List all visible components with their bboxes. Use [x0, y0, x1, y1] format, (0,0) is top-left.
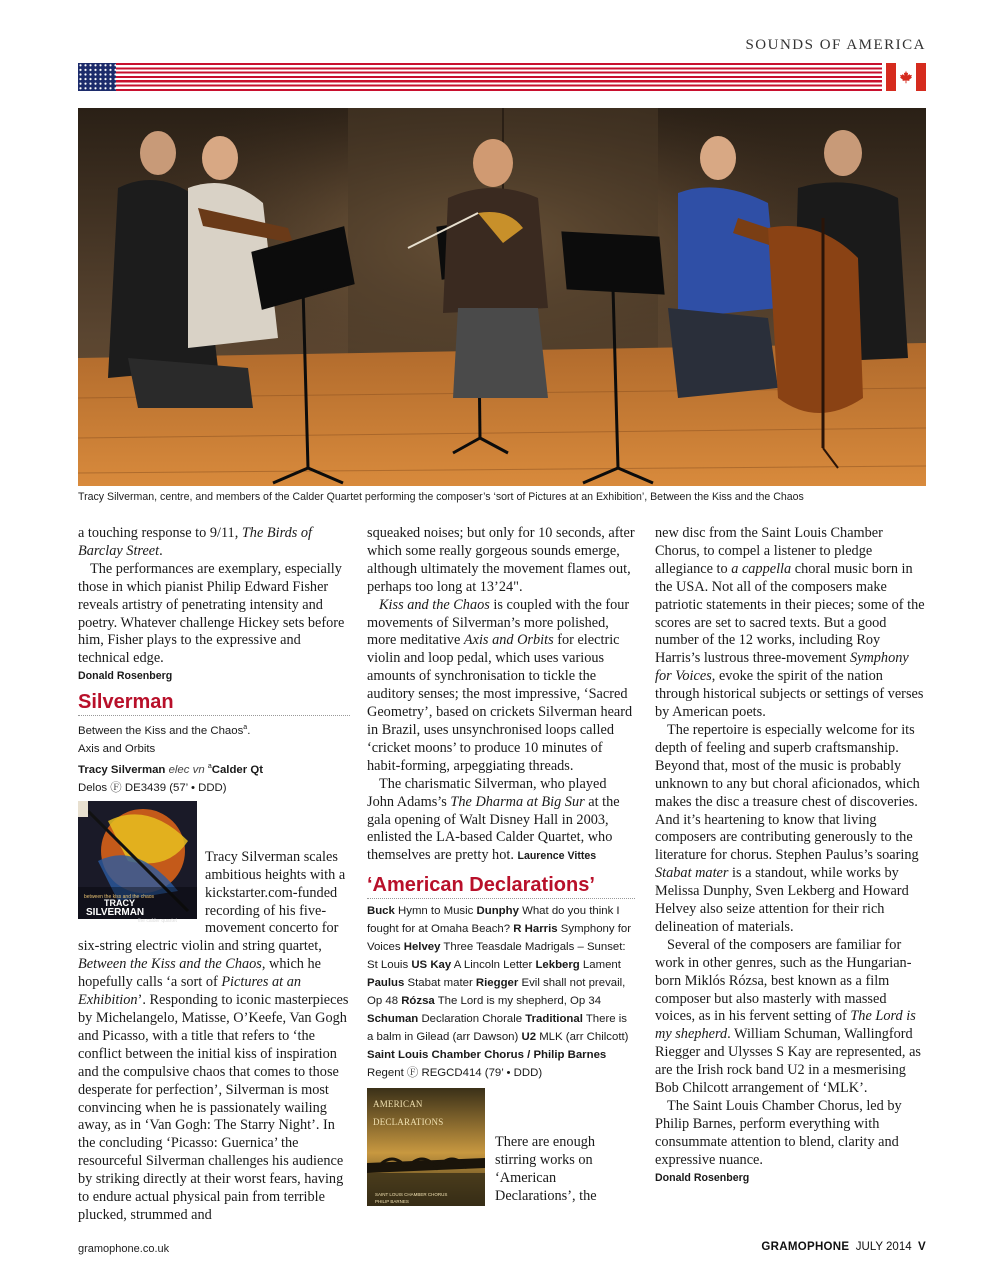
review-body [367, 1082, 635, 1206]
work-title: Declaration Chorale [418, 1013, 526, 1026]
composer-name: Lekberg [535, 959, 580, 972]
work-title: What do you think I fought for at Omaha Beach? [367, 905, 620, 936]
disc-info [367, 902, 635, 1046]
composer-name: Paulus [367, 977, 405, 990]
paragraph: The repertoire is especially welcome for its depth of feeling and superb craftsmanship. Beyond that, most of the music is probably unknown to any but choral aficionados, which makes the disc a treasure chest of discoveries. And it’s heartening to know that living composers are contributing generously to the literature for chorus. Stephen Paulus’s soaring Stabat mater is a standout, while works by Melissa Dunphy, Sven Lekberg and Howard Helvey also seize attention for their rich delineation of materials. [655, 721, 920, 935]
paragraph: squeaked noises; but only for 10 seconds, after which some really gorgeous sounds emerge, although ultimately the movement flames out, perhaps too long at 13’24". [367, 525, 635, 595]
paragraph: new disc from the Saint Louis Chamber Chorus, to compel a listener to pledge allegiance to a cappella choral music born in the USA. Not all of the composers make patriotic statements in their pieces; some of the scores are set to sacred texts. But a good number of the 12 works, including Roy Harris’s lustrous three-movement Symphony for Voices, evoke the spirit of the nation through historical subjects or settings of verses by American poets. [655, 525, 925, 721]
paragraph: Several of the composers are familiar for work in other genres, such as the Hungarian-born Miklós Rózsa, best known as a film composer but also masterly with massed voices, as in his fervent setting of The Lord is my shepherd. William Schuman, Wallingford Riegger and Ulysses S Kay are represented, as are the Irish rock band U2 in a mesmerising Bob Chilcott arrangement of ‘MLK’. [655, 936, 921, 1097]
composer-name: U2 [521, 1031, 537, 1044]
review-heading-american-declarations: ‘American Declarations’ [367, 873, 635, 899]
canada-flag-icon [886, 63, 926, 91]
column-3 [655, 525, 926, 1186]
work-title: There is a balm in Gilead (arr Dawson) [367, 1013, 627, 1044]
disc-info: Between the Kiss and the Chaos$^a$. Axis and Orbits Tracy Silverman elec vn $^a$Calder Qt Delos Ⓕ DE3439 (57’ • DDD) [78, 724, 264, 794]
composer-name: Buck [367, 905, 395, 918]
paragraph: a touching response to 9/11, The Birds of Barclay Street. [78, 525, 313, 559]
album-cover-american-declarations: AMERICAN DECLARATIONS SAINT LOUIS CHAMBER CHORUS PHILIP BARNES [367, 1088, 485, 1206]
work-title: Hymn to Music [394, 905, 477, 918]
composer-name: Dunphy [476, 905, 519, 918]
work-title: Lament [579, 959, 621, 972]
flag-stripes [116, 63, 882, 91]
work-title: Evil shall not prevail, Op 48 [367, 977, 626, 1008]
footer-folio: GRAMOPHONE JULY 2014 V [761, 1241, 926, 1253]
composer-name: Rózsa [401, 995, 435, 1008]
work-title: A Lincoln Letter [451, 959, 536, 972]
column-1 [78, 525, 350, 1225]
paragraph: The charismatic Silverman, who played John Adams’s The Dharma at Big Sur at the gala opening of Walt Disney Hall in 2003, enlisted the LA-based Calder Quartet, who themselves are pretty hot. Laurence Vittes [367, 775, 620, 864]
album-cover-silverman: between the kiss and the chaos TRACY SILVERMAN the calder quartet [78, 801, 197, 919]
review-heading-silverman: Silverman [78, 690, 350, 716]
disc-info-credits: Saint Louis Chamber Chorus / Philip Barnes Regent Ⓕ REGCD414 (79’ • DDD) [367, 1049, 607, 1080]
phonogram-symbol: Ⓕ [110, 781, 122, 794]
composer-name: Schuman [367, 1013, 419, 1026]
section-label: SOUNDS OF AMERICA [745, 37, 926, 53]
composer-name: Traditional [525, 1013, 583, 1026]
us-flag-icon [78, 63, 116, 91]
composer-name: Helvey [403, 941, 441, 954]
flag-banner [78, 63, 926, 91]
paragraph: Kiss and the Chaos is coupled with the four movements of Silverman’s more polished, more meditative Axis and Orbits for electric violin and loop pedal, which uses various amounts of synchronisation to tickle the auditory senses; the most impressive, ‘Sacred Geometry’, based on crickets Silverman heard in Brazil, uses unsynchronised loops called ‘cricket moons’ to produce 10 minutes of habit-forming, arpeggiating threads. [367, 596, 633, 774]
work-title: MLK (arr Chilcott) [536, 1031, 629, 1044]
maple-leaf-icon [899, 70, 913, 84]
paragraph: The Saint Louis Chamber Chorus, led by Philip Barnes, perform everything with consummate attention to blend, clarity and expressive nuance. [655, 1098, 902, 1168]
phonogram-symbol: Ⓕ [406, 1067, 419, 1080]
work-title: The Lord is my shepherd, Op 34 [434, 995, 602, 1008]
paragraph: Tracy Silverman scales ambitious heights with a kickstarter.com-funded recording of his five-movement concerto for six-string electric violin and string quartet, Between the Kiss and the Chaos, which he hopefully calls ‘a sort of Pictures at an Exhibition’. Responding to iconic masterpieces by Michelangelo, Matisse, O’Keefe, Van Gogh and Picasso, with a title that refers to ‘the conflict between the initial kiss of inspiration and the compulsive chaos that comes to those desperate for perfection’, Silverman is most convincing when he is passionately wailing away, as in ‘Van Gogh: The Starry Night’. In the concluding ‘Picasso: Guernica’ the resourceful Silverman challenges his audience by striking directly at their worst fears, having to endure actual physical pain from terrible plucked, strummed and [78, 848, 349, 1223]
review-body [78, 797, 350, 1225]
reviewer-signature: Donald Rosenberg [78, 670, 173, 683]
work-title: Stabat mater [404, 977, 476, 990]
photo-caption: Tracy Silverman, centre, and members of the Calder Quartet performing the composer’s ‘sort of Pictures at an Exhibition’, Between the Kiss and the Chaos [78, 491, 804, 503]
work-title: Three Teasdale Madrigals – Sunset: St Louis [367, 941, 626, 972]
reviewer-signature: Donald Rosenberg [655, 1171, 750, 1184]
column-2 [367, 525, 635, 1210]
reviewer-signature: Laurence Vittes [517, 850, 597, 863]
composer-name: R Harris [513, 923, 558, 936]
footer-website: gramophone.co.uk [78, 1243, 170, 1255]
composer-name: Riegger [475, 977, 519, 990]
work-title: Symphony for Voices [367, 923, 632, 954]
paragraph: There are enough stirring works on ‘American Declarations’, the [495, 1134, 597, 1204]
composer-name: US Kay [411, 959, 452, 972]
quartet-photo [78, 108, 926, 486]
paragraph: The performances are exemplary, especially those in which pianist Philip Edward Fisher reveals artistry of penetrating intensity and poetry. Whatever challenge Hickey sets before him, Fisher plays to the expressive and technical edge. [78, 560, 345, 667]
